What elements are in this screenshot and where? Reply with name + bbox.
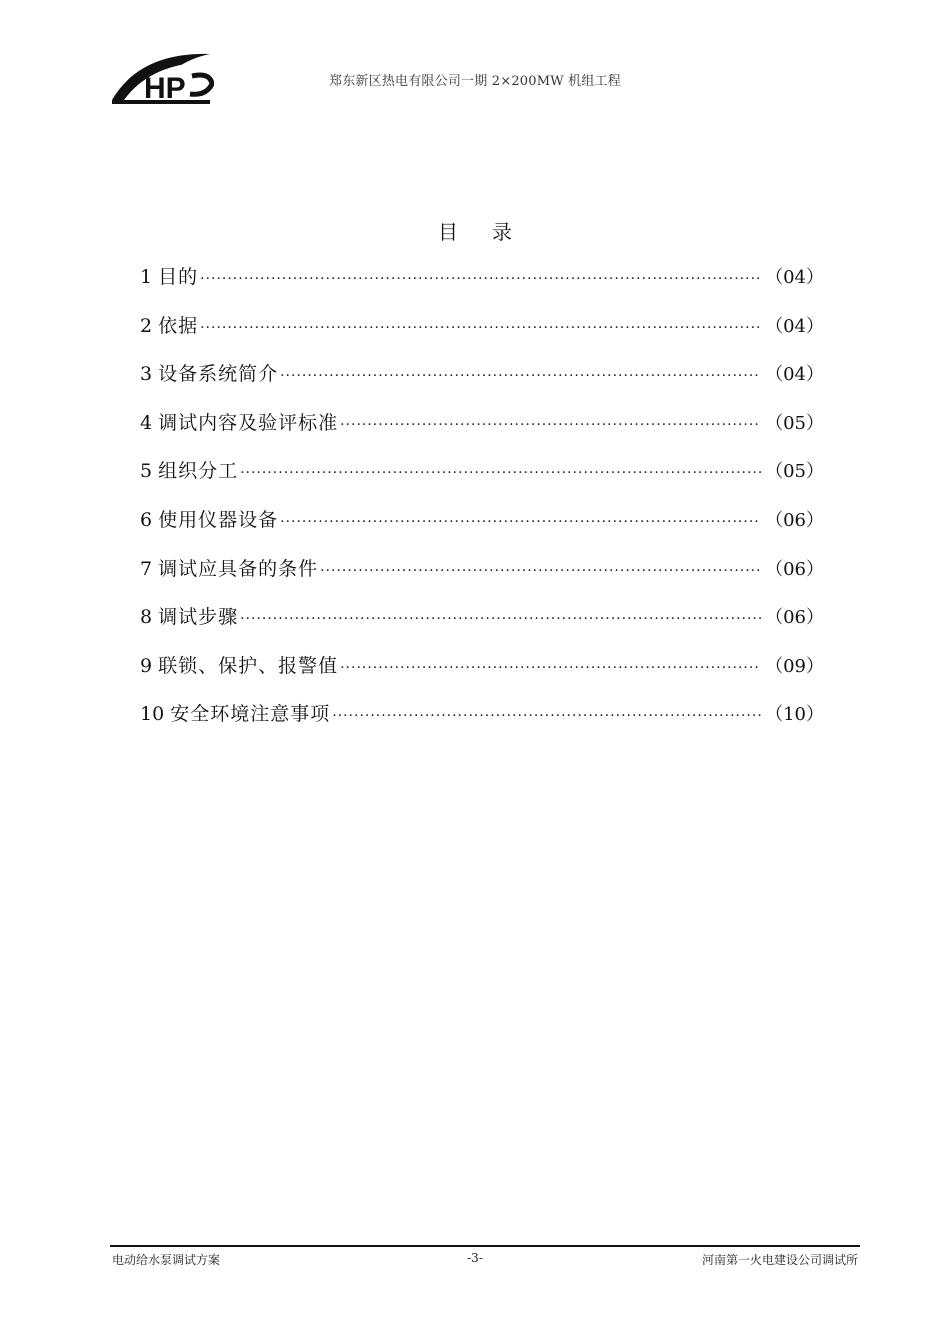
toc-item-page: （04） (765, 315, 824, 337)
toc-item-page: （09） (765, 655, 824, 677)
toc-item-number: 10 (140, 703, 165, 726)
toc-item[interactable] (140, 408, 824, 457)
toc-item-label: 调试步骤 (158, 606, 239, 629)
toc-item-number: 9 (140, 654, 153, 677)
toc-item-label: 调试内容及验评标准 (158, 411, 339, 434)
toc-item-label: 目的 (158, 266, 199, 288)
toc-title-char-2: 录 (492, 220, 512, 244)
toc-item-label: 安全环境注意事项 (170, 703, 331, 726)
toc-leader-dots (240, 465, 761, 481)
toc-leader-dots (200, 320, 761, 336)
header-title: 郑东新区热电有限公司一期 2×200MW 机组工程 (329, 74, 621, 89)
toc-item[interactable] (140, 699, 824, 748)
toc-item-label: 设备系统简介 (158, 363, 279, 386)
toc-item-number: 7 (140, 557, 153, 580)
toc-item-page: （04） (765, 364, 824, 386)
toc-item[interactable] (140, 262, 824, 311)
toc-leader-dots (280, 514, 761, 530)
toc-item-number: 6 (140, 508, 153, 531)
footer-document-name: 电动给水泵调试方案 (112, 1253, 221, 1267)
toc-item[interactable] (140, 311, 824, 360)
toc-leader-dots (280, 368, 761, 384)
toc-item-number: 2 (140, 314, 153, 337)
toc-item-label: 组织分工 (158, 460, 239, 483)
toc-leader-dots (240, 611, 761, 627)
toc-item-number: 8 (140, 606, 153, 629)
footer-organization: 河南第一火电建设公司调试所 (701, 1253, 858, 1267)
toc-item-number: 1 (140, 266, 153, 288)
toc-title-char-1: 目 (438, 220, 458, 244)
toc-leader-dots (320, 563, 761, 579)
footer-divider (110, 1245, 860, 1247)
toc-item-page: （10） (765, 704, 824, 726)
toc-item[interactable] (140, 651, 824, 700)
footer-page-number: -3- (467, 1251, 483, 1265)
toc-item-page: （04） (765, 267, 824, 288)
toc-item-page: （05） (765, 412, 824, 434)
toc-item-number: 4 (140, 411, 153, 434)
toc-item[interactable] (140, 554, 824, 603)
toc-item[interactable] (140, 359, 824, 408)
toc-item-page: （06） (765, 607, 824, 629)
toc-item-label: 调试应具备的条件 (158, 557, 319, 580)
toc-item-label: 依据 (158, 314, 199, 337)
toc-item-page: （06） (765, 558, 824, 580)
toc-leader-dots (340, 660, 761, 676)
toc-item[interactable] (140, 456, 824, 505)
toc-leader-dots (340, 417, 761, 433)
toc-leader-dots (332, 708, 761, 724)
toc-item-page: （05） (765, 461, 824, 483)
toc-item-label: 联锁、保护、报警值 (158, 654, 339, 677)
toc-item-number: 3 (140, 363, 153, 386)
toc-item[interactable] (140, 602, 824, 651)
toc-item-page: （06） (765, 509, 824, 531)
toc-title (0, 216, 950, 245)
table-of-contents (140, 262, 824, 748)
toc-item-label: 使用仪器设备 (158, 508, 279, 531)
toc-item-number: 5 (140, 460, 153, 483)
toc-item[interactable] (140, 505, 824, 554)
logo-text: HP (144, 72, 186, 105)
toc-leader-dots (200, 271, 761, 287)
